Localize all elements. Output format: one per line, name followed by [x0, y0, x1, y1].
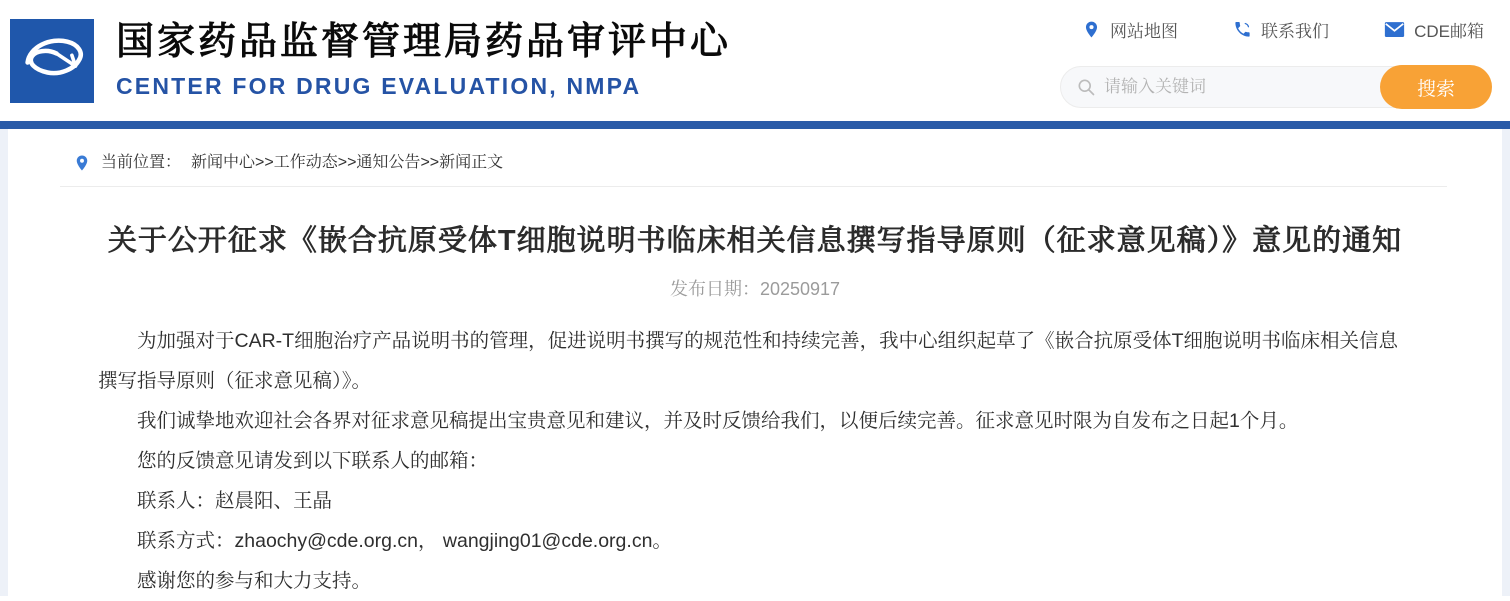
breadcrumb-separator: >>: [420, 154, 440, 171]
mailbox-link-label: CDE邮箱: [1414, 22, 1484, 41]
site-title: 国家药品监督管理局药品审评中心: [116, 21, 732, 64]
article-paragraph: 为加强对于CAR-T细胞治疗产品说明书的管理，促进说明书撰写的规范性和持续完善，我中心组织起草了《嵌合抗原受体T细胞说明书临床相关信息撰写指导原则（征求意见稿）》。: [98, 330, 1398, 392]
envelope-icon: [1384, 21, 1405, 38]
breadcrumb-pin-icon: [73, 154, 91, 172]
contact-link-label: 联系我们: [1261, 22, 1330, 41]
breadcrumb-item-notices[interactable]: 通知公告: [356, 154, 421, 171]
site-logo[interactable]: [10, 19, 94, 103]
search-input[interactable]: [1096, 77, 1380, 97]
content-area: [8, 129, 1502, 596]
sitemap-link[interactable]: [1082, 17, 1178, 42]
search-bar: [1060, 66, 1492, 108]
breadcrumb-separator: >>: [337, 154, 357, 171]
breadcrumb-divider: [60, 186, 1447, 187]
quick-links: [1060, 17, 1492, 42]
breadcrumb-item-news-center[interactable]: 新闻中心: [191, 154, 256, 171]
contact-link[interactable]: [1233, 17, 1329, 42]
site-subtitle: CENTER FOR DRUG EVALUATION, NMPA: [116, 72, 642, 99]
location-pin-icon: [1082, 20, 1101, 39]
sitemap-link-label: 网站地图: [1110, 22, 1178, 41]
search-button[interactable]: 搜索: [1380, 65, 1492, 109]
site-titles: [116, 21, 731, 100]
header-divider-bar: [0, 121, 1510, 129]
breadcrumb-separator: >>: [255, 154, 274, 171]
breadcrumb: [73, 151, 1502, 175]
cde-swirl-icon: [14, 20, 90, 101]
article-paragraph-contacts: 联系人：赵晨阳、王晶: [137, 490, 333, 512]
mailbox-link[interactable]: [1384, 17, 1484, 42]
breadcrumb-item-current: 新闻正文: [439, 154, 504, 171]
article-date: [8, 275, 1502, 301]
article-date-value: 20250917: [759, 279, 841, 299]
article-paragraph-emails: 联系方式：zhaochy@cde.org.cn， wangjing01@cde.org.cn。: [137, 530, 672, 552]
site-header: [0, 0, 1510, 121]
page-body: [0, 129, 1510, 596]
article-title: 关于公开征求《嵌合抗原受体T细胞说明书临床相关信息撰写指导原则（征求意见稿）》意见的通知: [107, 225, 1403, 257]
phone-icon: [1233, 20, 1252, 39]
article-paragraph: 感谢您的参与和大力支持。: [137, 570, 372, 592]
header-right: [1060, 13, 1492, 108]
article-date-label: 发布日期：: [669, 279, 760, 299]
breadcrumb-item-work-dynamics[interactable]: 工作动态: [273, 154, 338, 171]
article-paragraph: 您的反馈意见请发到以下联系人的邮箱：: [137, 450, 489, 472]
search-icon: [1076, 77, 1096, 97]
article-body: [98, 321, 1407, 601]
breadcrumb-label: 当前位置：: [101, 154, 182, 171]
article-paragraph: 我们诚挚地欢迎社会各界对征求意见稿提出宝贵意见和建议，并及时反馈给我们，以便后续完善。征求意见时限为自发布之日起1个月。: [137, 410, 1299, 432]
